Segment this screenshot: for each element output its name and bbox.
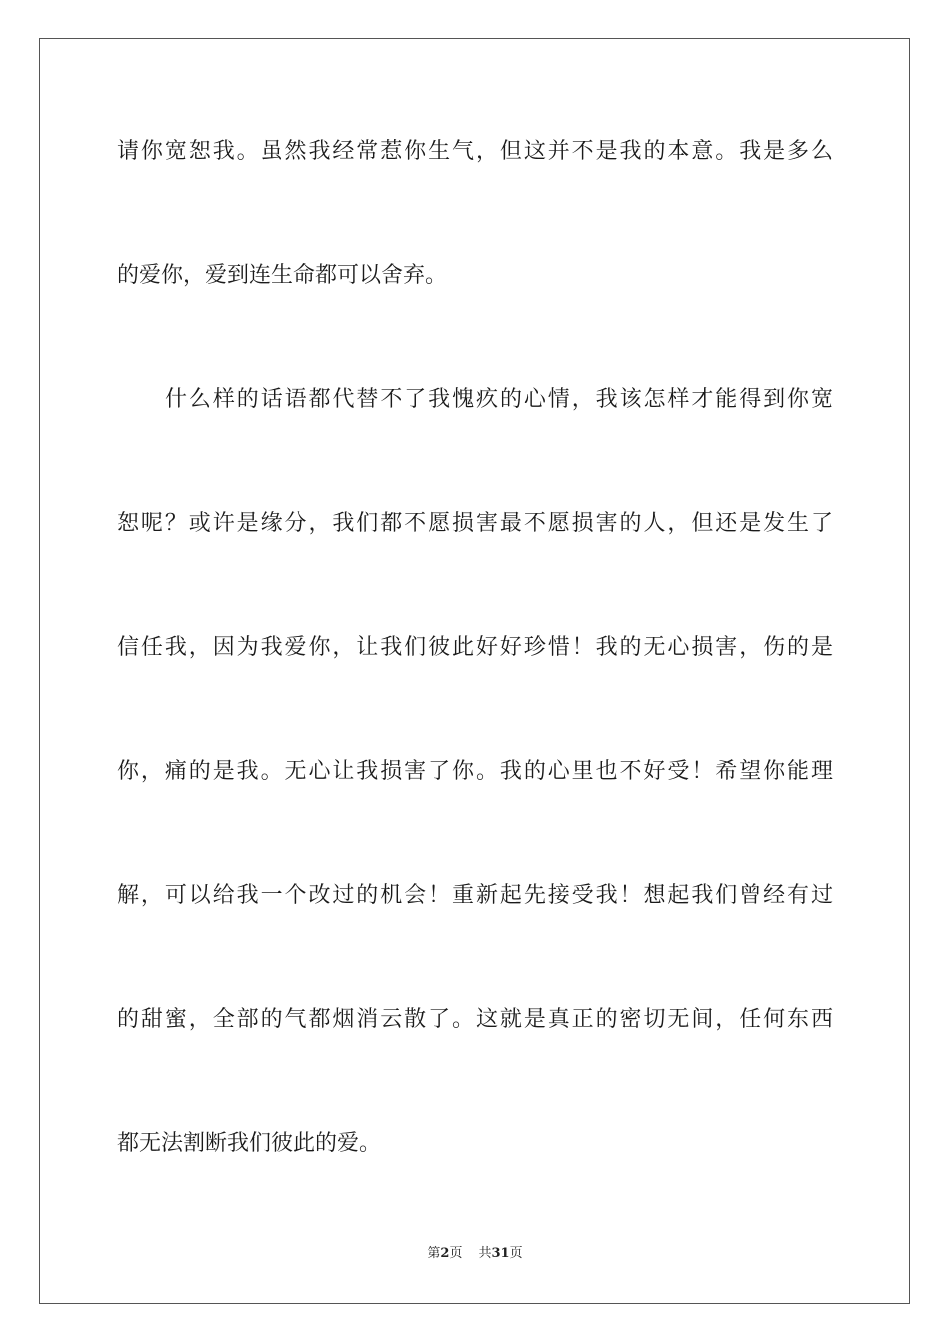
body-line-5: 信任我，因为我爱你，让我们彼此好好珍惜！我的无心损害，伤的是 xyxy=(117,635,833,660)
body-line-6: 你，痛的是我。无心让我损害了你。我的心里也不好受！希望你能理 xyxy=(117,759,833,784)
total-pages: 31 xyxy=(491,1246,510,1261)
total-prefix: 共 xyxy=(478,1246,492,1261)
page-prefix: 第 xyxy=(427,1246,441,1261)
page-footer xyxy=(0,1246,950,1262)
body-line-9: 都无法割断我们彼此的爱。 xyxy=(117,1131,382,1156)
total-suffix: 页 xyxy=(509,1246,523,1261)
body-line-3: 什么样的话语都代替不了我愧疚的心情，我该怎样才能得到你宽 xyxy=(165,387,833,412)
body-line-4: 恕呢？或许是缘分，我们都不愿损害最不愿损害的人，但还是发生了 xyxy=(117,511,833,536)
page-border xyxy=(39,38,910,1304)
body-line-2: 的爱你，爱到连生命都可以舍弃。 xyxy=(117,263,448,288)
page-current: 2 xyxy=(440,1246,450,1261)
body-line-8: 的甜蜜，全部的气都烟消云散了。这就是真正的密切无间，任何东西 xyxy=(117,1007,833,1032)
page-suffix: 页 xyxy=(449,1246,463,1261)
body-line-1: 请你宽恕我。虽然我经常惹你生气，但这并不是我的本意。我是多么 xyxy=(117,139,833,164)
body-line-7: 解，可以给我一个改过的机会！重新起先接受我！想起我们曾经有过 xyxy=(117,883,833,908)
